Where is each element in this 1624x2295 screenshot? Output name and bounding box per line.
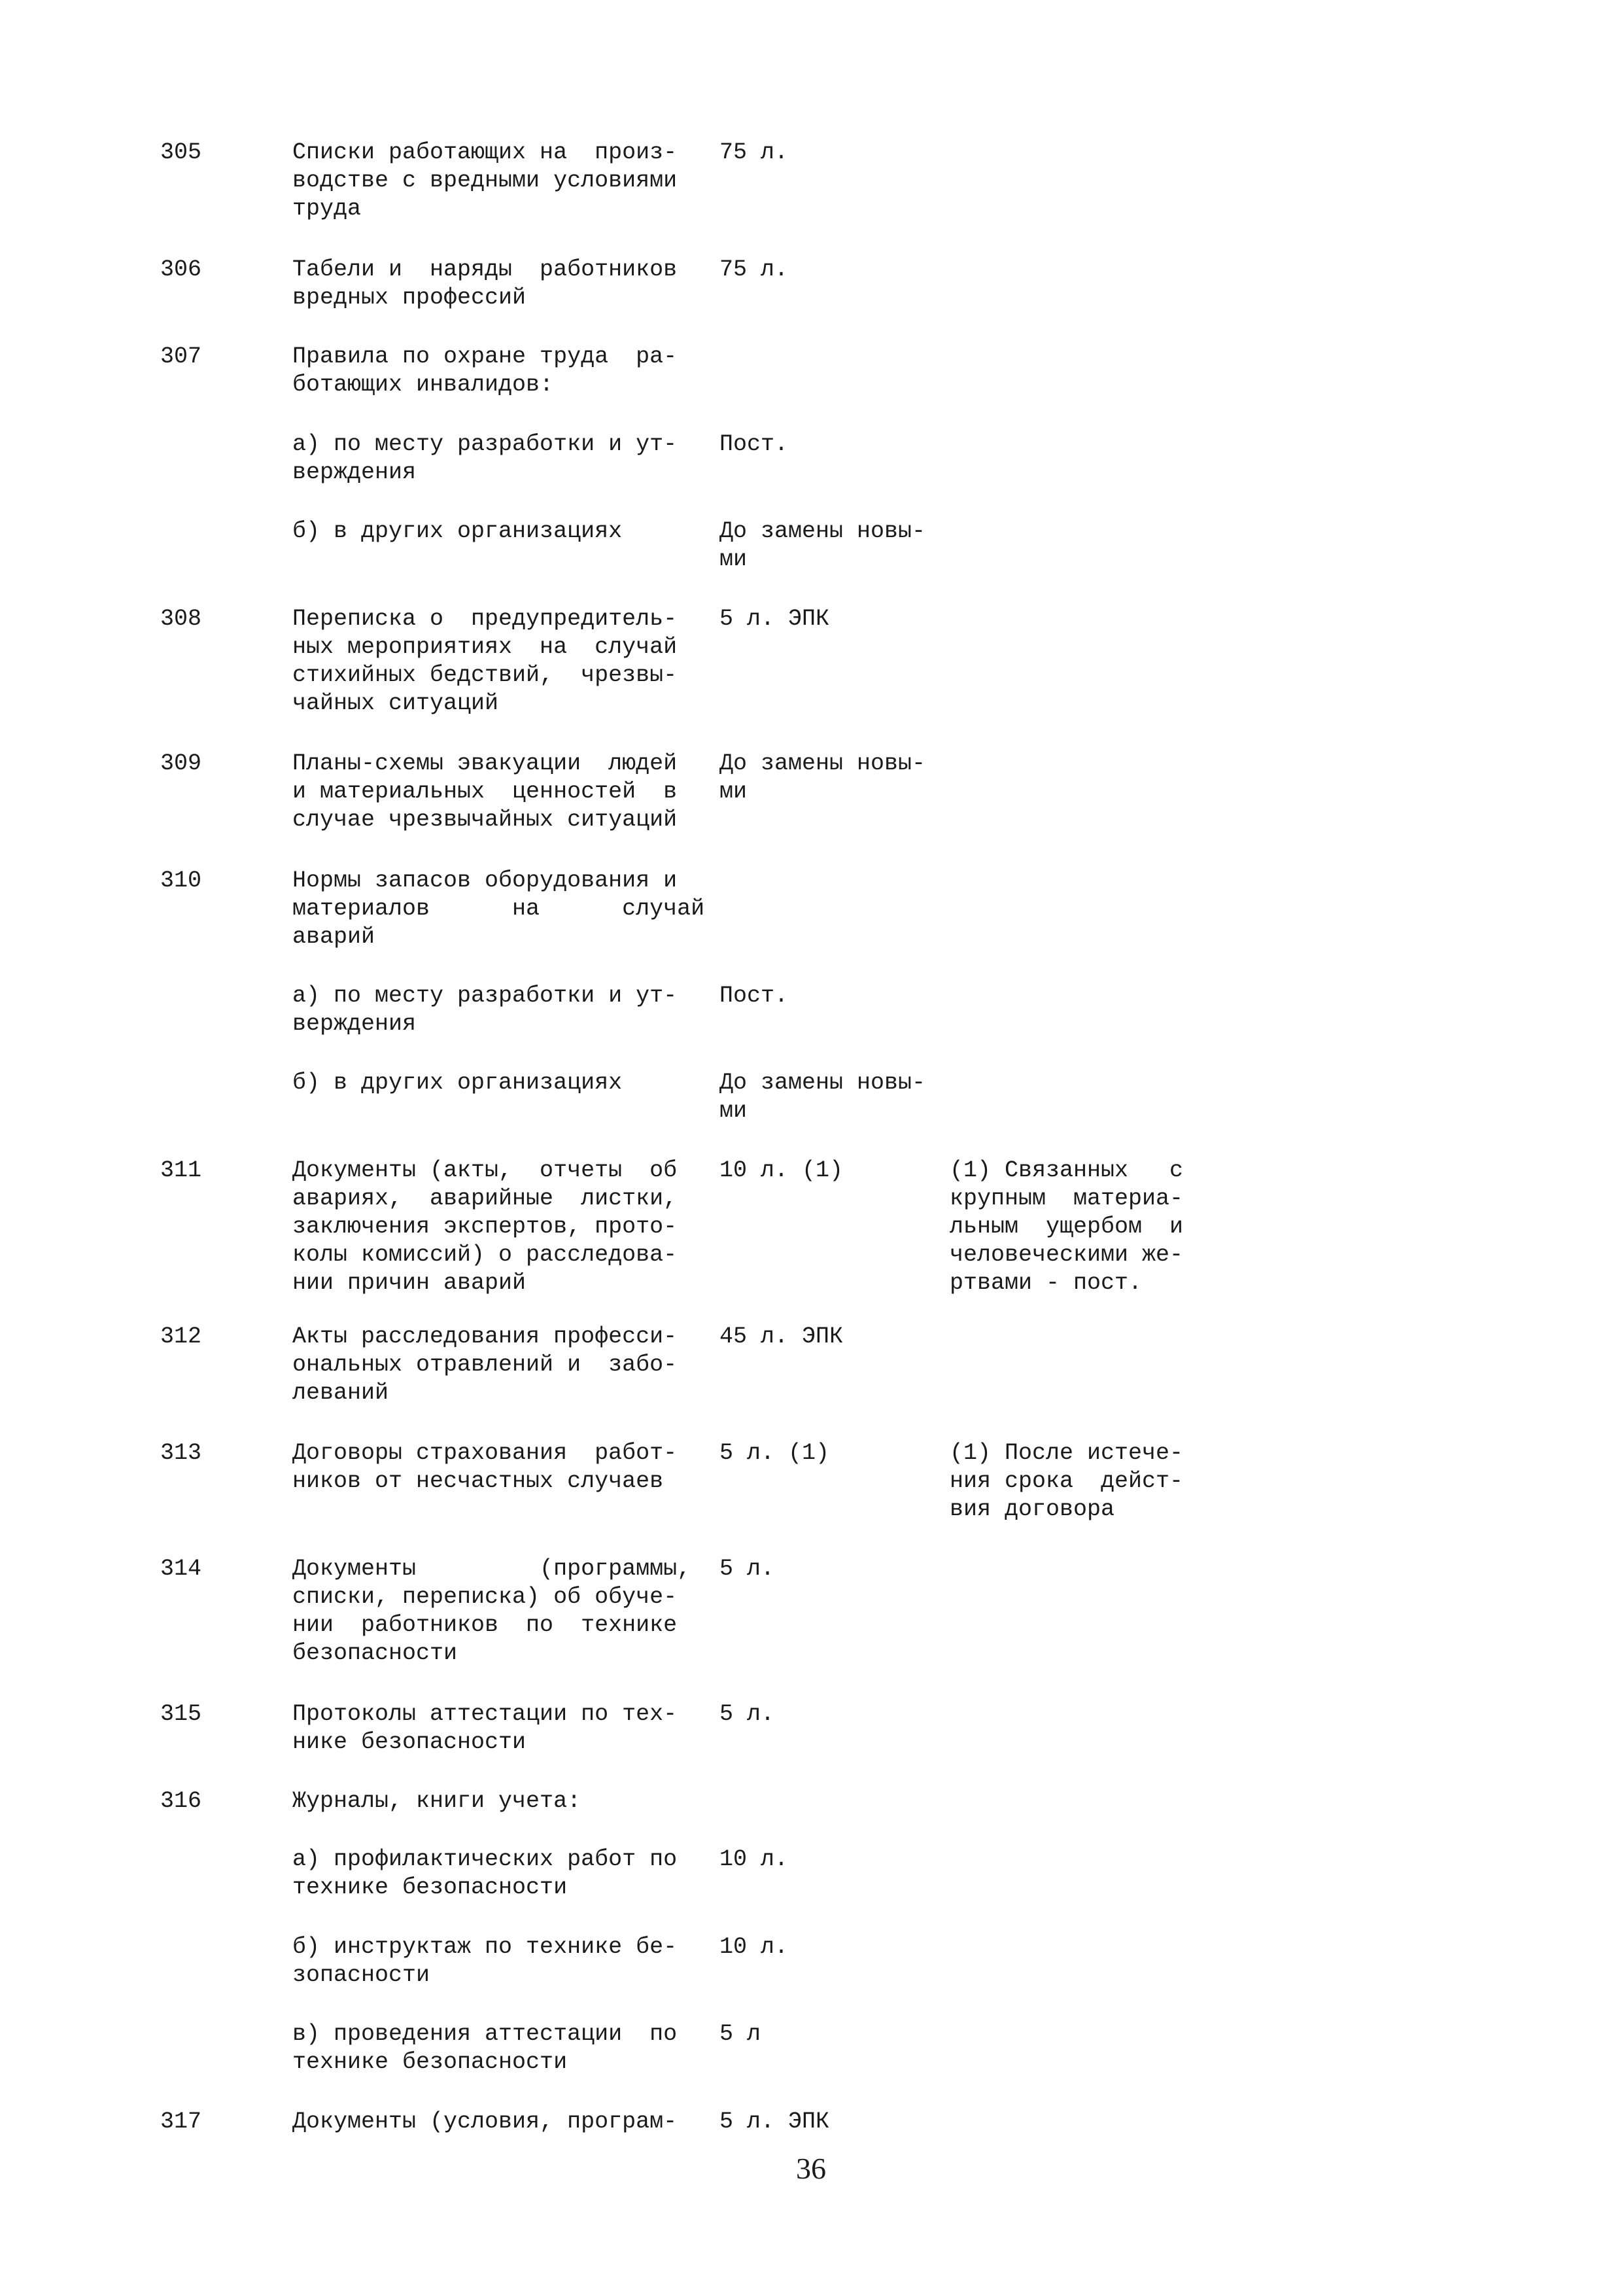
retention-term: 5 л. (719, 1556, 775, 1582)
entry-description: Документы (условия, програм- (292, 2109, 678, 2135)
entry-note: (1) Связанных с крупным материа- льным ущербом и человеческими же- ртвами - пост. (950, 1157, 1184, 1296)
sub-item-description: б) инструктаж по технике бе- зопасности (292, 1934, 678, 1988)
retention-term: 10 л. (719, 1846, 789, 1872)
entry-description: Списки работающих на произ- водстве с вредными условиями труда (292, 139, 678, 222)
sub-item-description: а) профилактических работ по технике безопасности (292, 1846, 678, 1901)
retention-term: 5 л. ЭПК (719, 606, 830, 632)
entry-number: 312 (160, 1323, 202, 1350)
entry-description: Протоколы аттестации по тех- нике безопасности (292, 1701, 678, 1755)
retention-term: До замены новы- ми (719, 518, 926, 572)
entry-number: 313 (160, 1440, 202, 1466)
entry-number: 305 (160, 139, 202, 166)
retention-term: До замены новы- ми (719, 1070, 926, 1124)
entry-number: 308 (160, 606, 202, 632)
sub-item-description: а) по месту разработки и ут- верждения (292, 983, 678, 1037)
retention-term: 75 л. (719, 139, 789, 166)
retention-term: 5 л. (1) (719, 1440, 830, 1466)
entry-description: Акты расследования професси- ональных отравлений и забо- леваний (292, 1323, 678, 1406)
retention-term: 75 л. (719, 256, 789, 283)
entry-number: 306 (160, 256, 202, 283)
retention-term: 5 л. (719, 1701, 775, 1727)
retention-term: До замены новы- ми (719, 750, 926, 805)
entry-number: 316 (160, 1788, 202, 1814)
entry-description: Планы-схемы эвакуации людей и материальных ценностей в случае чрезвычайных ситуаций (292, 750, 678, 833)
page-number: 36 (796, 2152, 826, 2185)
entry-description: Договоры страхования работ- ников от несчастных случаев (292, 1440, 678, 1494)
retention-term: Пост. (719, 983, 789, 1009)
sub-item-description: а) по месту разработки и ут- верждения (292, 431, 678, 485)
entry-description: Документы (акты, отчеты об авариях, аварийные листки, заключения экспертов, прото- колы комиссий) о расследова- нии причин аварий (292, 1157, 678, 1296)
entry-description: Журналы, книги учета: (292, 1788, 581, 1814)
entry-number: 311 (160, 1157, 202, 1183)
entry-description: Нормы запасов оборудования и материалов на случай аварий (292, 867, 705, 950)
retention-term: 45 л. ЭПК (719, 1323, 844, 1350)
entry-note: (1) После истече- ния срока дейст- вия договора (950, 1440, 1184, 1522)
entry-number: 307 (160, 343, 202, 370)
entry-description: Правила по охране труда ра- ботающих инвалидов: (292, 343, 678, 398)
entry-description: Переписка о предупредитель- ных мероприятиях на случай стихийных бедствий, чрезвы- чайных ситуаций (292, 606, 678, 716)
retention-term: 5 л. ЭПК (719, 2109, 830, 2135)
entry-description: Табели и наряды работников вредных профессий (292, 256, 678, 311)
entry-number: 309 (160, 750, 202, 777)
retention-term: Пост. (719, 431, 789, 457)
sub-item-description: б) в других организациях (292, 518, 623, 544)
sub-item-description: б) в других организациях (292, 1070, 623, 1096)
retention-term: 10 л. (719, 1934, 789, 1960)
retention-term: 10 л. (1) (719, 1157, 844, 1183)
retention-term: 5 л (719, 2021, 761, 2047)
entry-number: 310 (160, 867, 202, 894)
entry-description: Документы (программы, списки, переписка) об обуче- нии работников по технике безопасности (292, 1556, 691, 1666)
entry-number: 314 (160, 1556, 202, 1582)
entry-number: 317 (160, 2109, 202, 2135)
sub-item-description: в) проведения аттестации по технике безопасности (292, 2021, 678, 2075)
entry-number: 315 (160, 1701, 202, 1727)
